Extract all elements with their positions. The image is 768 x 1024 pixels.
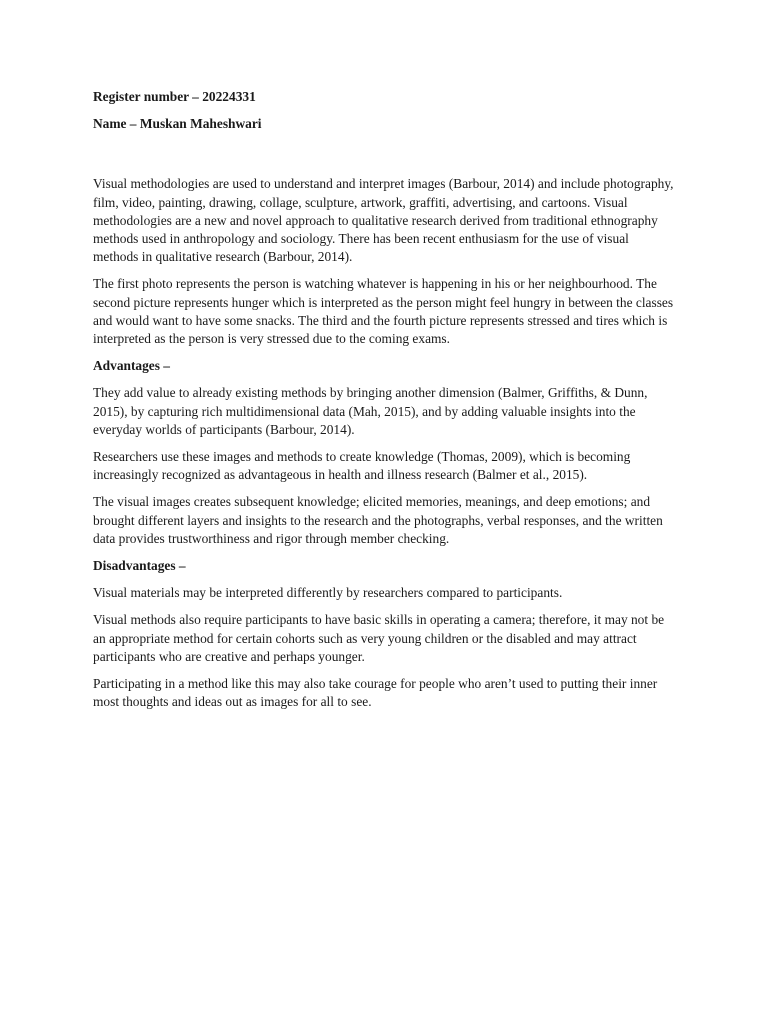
student-name: Name – Muskan Maheshwari [93, 116, 262, 132]
advantages-paragraph: Researchers use these images and methods to create knowledge (Thomas, 2009), which is becoming increasingly recognized as advantageous in health and illness research (Balmer et al., 2015). [93, 449, 631, 483]
advantages-paragraph: They add value to already existing methods by bringing another dimension (Balmer, Griffiths, & Dunn, 2015), by capturing rich multidimensional data (Mah, 2015), and by adding valuable insights into the everyday worlds of participants (Barbour, 2014). [93, 385, 648, 437]
advantages-heading: Advantages – [93, 358, 171, 374]
intro-paragraph: Visual methodologies are used to understand and interpret images (Barbour, 2014) and include photography, film, video, painting, drawing, collage, sculpture, artwork, graffiti, advertising, and cartoons. Visual methodologies are a new and novel approach to qualitative research derived from traditional ethnography methods used in anthropology and sociology. There has been recent enthusiasm for the use of visual methods in qualitative research (Barbour, 2014). [93, 176, 674, 265]
register-number: Register number – 20224331 [93, 89, 256, 104]
disadvantages-paragraph: Visual materials may be interpreted differently by researchers compared to participants. [93, 585, 563, 601]
advantages-paragraph: The visual images creates subsequent knowledge; elicited memories, meanings, and deep emotions; and brought different layers and insights to the research and the photographs, verbal responses, and the written data provides trustworthiness and rigor through member checking. [93, 494, 663, 546]
disadvantages-paragraph: Visual methods also require participants to have basic skills in operating a camera; therefore, it may not be an appropriate method for certain cohorts such as very young children or the disabled and may attract participants who are creative and perhaps younger. [93, 612, 665, 664]
document-body [93, 88, 677, 720]
disadvantages-heading: Disadvantages – [93, 558, 186, 574]
photo-interpretation-paragraph: The first photo represents the person is watching whatever is happening in his or her neighbourhood. The second picture represents hunger which is interpreted as the person might feel hungry in between the classes and would want to have some snacks. The third and the fourth picture represents stressed and tires which is interpreted as the person is very stressed due to the coming exams. [93, 276, 674, 347]
disadvantages-paragraph: Participating in a method like this may also take courage for people who aren’t used to putting their inner most thoughts and ideas out as images for all to see. [93, 676, 658, 710]
